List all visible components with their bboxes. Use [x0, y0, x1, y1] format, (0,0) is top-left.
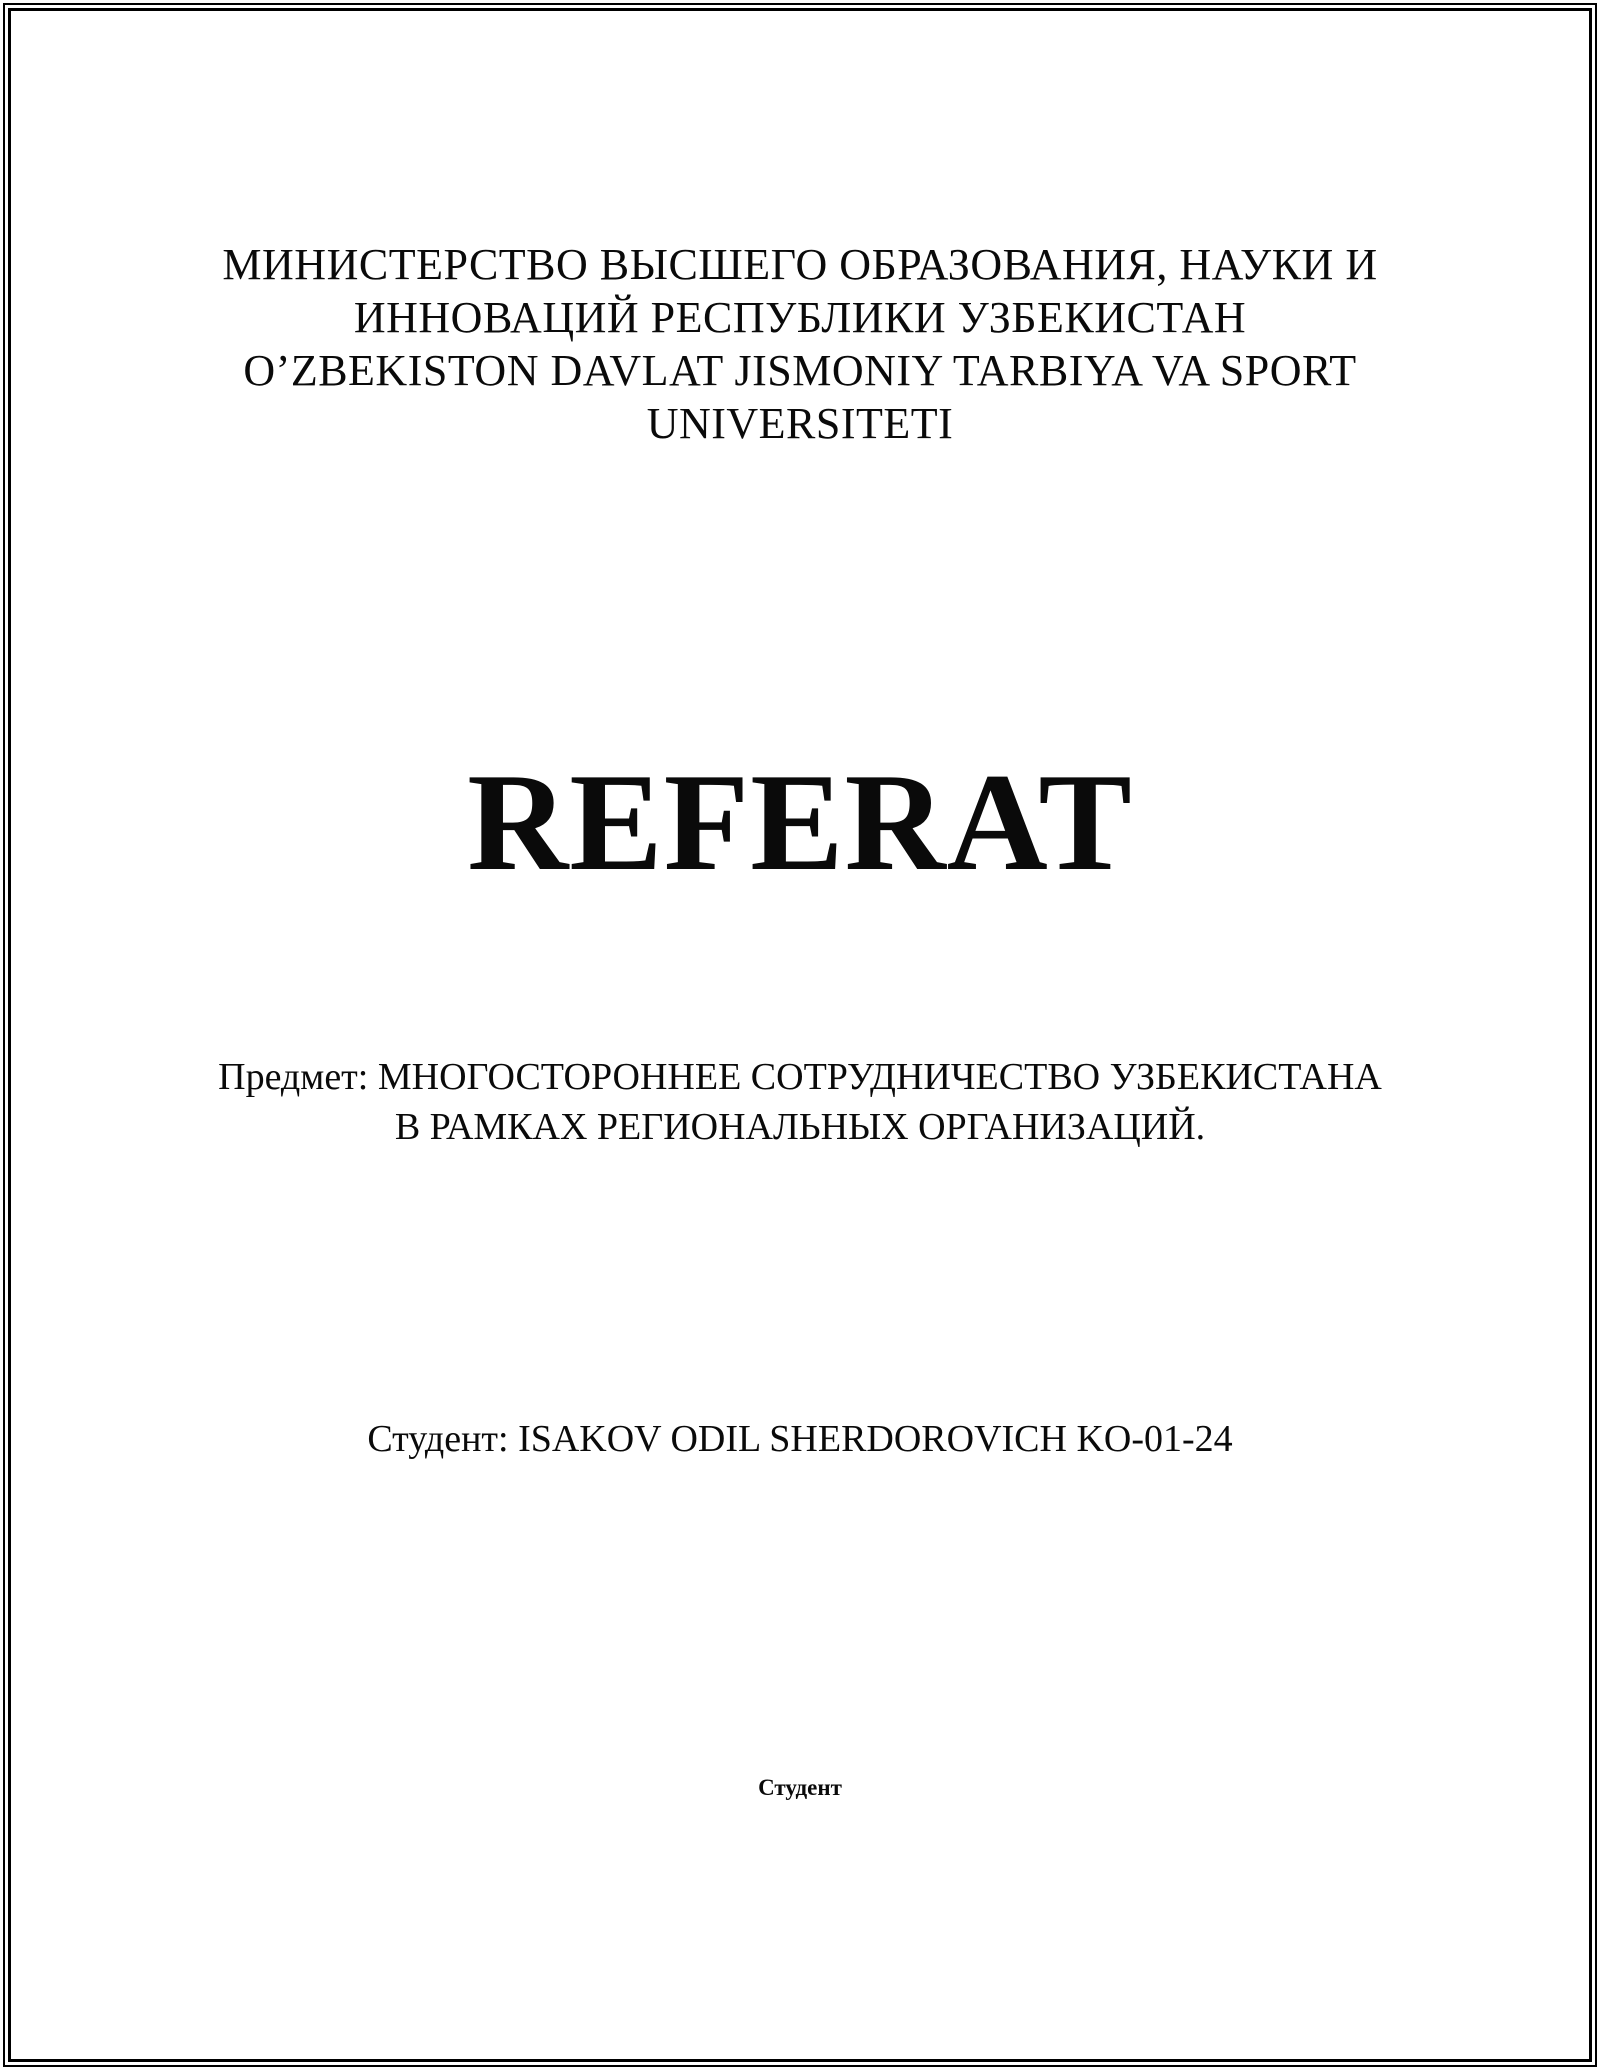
- header-line-1: МИНИСТЕРСТВО ВЫСШЕГО ОБРАЗОВАНИЯ, НАУКИ И: [222, 240, 1378, 289]
- header-line-2: ИННОВАЦИЙ РЕСПУБЛИКИ УЗБЕКИСТАН: [353, 293, 1247, 342]
- footer-student-label: Студент: [758, 1775, 842, 1800]
- ministry-header: [0, 238, 1600, 450]
- header-line-4: UNIVERSITETI: [646, 399, 954, 448]
- student-line: Студент: ISAKOV ODIL SHERDOROVICH KO-01-24: [367, 1418, 1233, 1460]
- subject-line-2: В РАМКАХ РЕГИОНАЛЬНЫХ ОРГАНИЗАЦИЙ.: [394, 1106, 1206, 1148]
- subject-line-1: Предмет: МНОГОСТОРОННЕЕ СОТРУДНИЧЕСТВО УЗБЕКИСТАНА: [218, 1056, 1382, 1098]
- subject-block: [0, 1052, 1600, 1152]
- header-line-3: O’ZBEKISTON DAVLAT JISMONIY TARBIYA VA SPORT: [243, 346, 1357, 395]
- document-title: REFERAT: [467, 745, 1133, 900]
